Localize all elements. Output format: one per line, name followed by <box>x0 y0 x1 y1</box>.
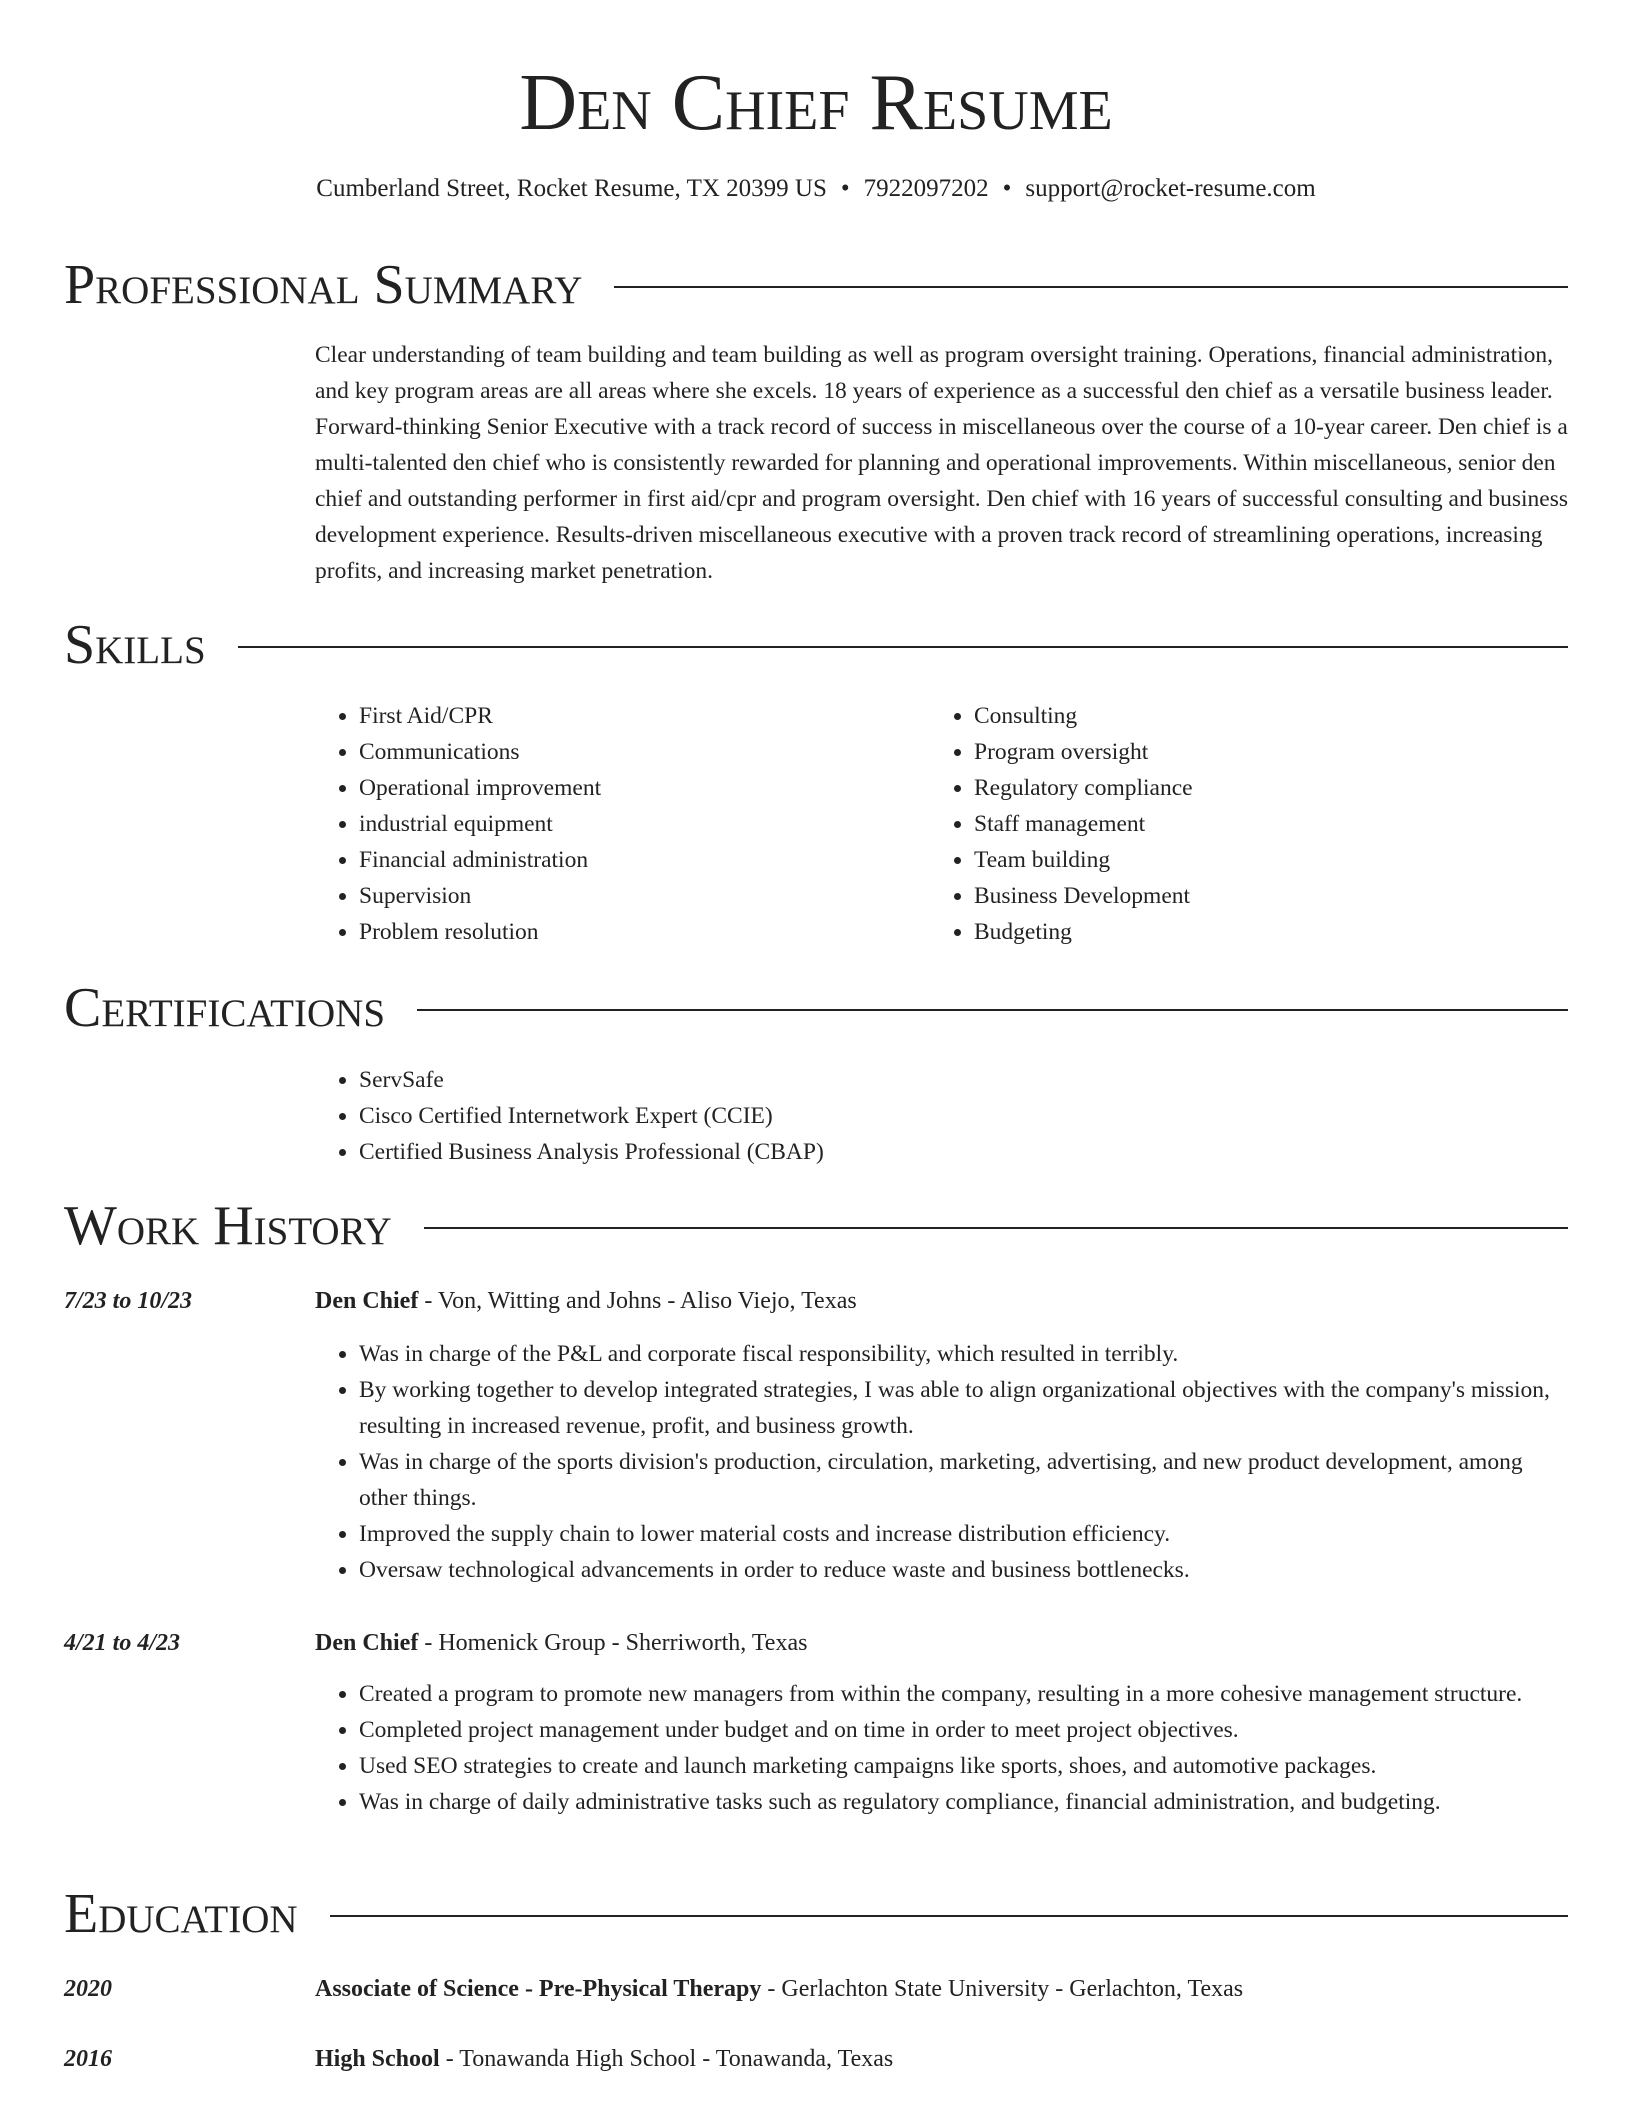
job-duties <box>315 1336 1568 1588</box>
certification-item: • ServSafe <box>359 1062 1215 1098</box>
job-heading <box>315 1626 807 1660</box>
section-divider <box>424 1227 1568 1229</box>
certification-item: • Cisco Certified Internetwork Expert (CCIE) <box>359 1098 1215 1134</box>
resume-name: Den Chief Resume <box>519 59 1113 147</box>
job-dates: 4/21 to 4/23 <box>64 1630 181 1656</box>
skill-item: • Staff management <box>974 806 1490 842</box>
section-title: Professional Summary <box>64 254 583 316</box>
section-title: Work History <box>64 1195 392 1257</box>
certifications-list <box>315 1062 1215 1170</box>
education-school: - Tonawanda High School - Tonawanda, Texas <box>439 2046 894 2072</box>
contact-email[interactable]: support@rocket-resume.com <box>1025 175 1316 202</box>
duty-item: • Was in charge of the sports division's production, circulation, marketing, advertising, and new product development, among other things. <box>359 1444 1568 1516</box>
contact-separator: • <box>840 175 850 202</box>
education-degree: High School <box>315 2046 440 2072</box>
skill-item: • Consulting <box>974 698 1490 734</box>
section-divider <box>417 1009 1568 1011</box>
job-duties <box>315 1676 1568 1820</box>
education-year: 2020 <box>64 1976 112 2002</box>
education-degree: Associate of Science - Pre-Physical Therapy <box>315 1976 762 2002</box>
skill-item: • First Aid/CPR <box>359 698 875 734</box>
skill-item: • Communications <box>359 734 875 770</box>
duty-item: • Used SEO strategies to create and launch marketing campaigns like sports, shoes, and automotive packages. <box>359 1748 1568 1784</box>
education-school: - Gerlachton State University - Gerlachton, Texas <box>761 1976 1244 2002</box>
skill-item: • Regulatory compliance <box>974 770 1490 806</box>
skills-section-header <box>64 613 1568 677</box>
education-entry <box>315 1972 1243 2006</box>
job-heading <box>315 1284 857 1318</box>
job-title: Den Chief <box>315 1630 419 1656</box>
education-year: 2016 <box>64 2046 112 2072</box>
job-dates: 7/23 to 10/23 <box>64 1288 193 1314</box>
education-entry <box>315 2042 893 2076</box>
duty-item: • Oversaw technological advancements in order to reduce waste and business bottlenecks. <box>359 1552 1568 1588</box>
skills-column-left <box>315 698 875 950</box>
contact-line <box>0 172 1632 206</box>
duty-item: • Completed project management under budget and on time in order to meet project objectives. <box>359 1712 1568 1748</box>
summary-text: Clear understanding of team building and team building as well as program oversight training. Operations, financial administration, and key program areas are all areas where she excels. 18 years of experience as a successful den chief as a versatile business leader. Forward-thinking Senior Executive with a track record of success in miscellaneous over the course of a 10-year career. Den chief is a multi-talented den chief who is consistently rewarded for planning and operational improvements. Within miscellaneous, senior den chief and outstanding performer in first aid/cpr and program oversight. Den chief with 16 years of successful consulting and business development experience. Results-driven miscellaneous executive with a proven track record of streamlining operations, increasing profits, and increasing market penetration. <box>315 342 1569 584</box>
skills-column-right <box>930 698 1490 950</box>
skill-item: • Team building <box>974 842 1490 878</box>
section-divider <box>614 286 1568 288</box>
section-title: Education <box>64 1883 298 1945</box>
duty-item: • By working together to develop integrated strategies, I was able to align organizational objectives with the company's mission, resulting in increased revenue, profit, and business growth. <box>359 1372 1568 1444</box>
contact-phone: 7922097202 <box>863 175 989 202</box>
job-employer: - Homenick Group - Sherriworth, Texas <box>418 1630 808 1656</box>
skill-item: • Program oversight <box>974 734 1490 770</box>
certification-item: • Certified Business Analysis Professional (CBAP) <box>359 1134 1215 1170</box>
contact-separator: • <box>1002 175 1012 202</box>
skill-item: • Financial administration <box>359 842 875 878</box>
duty-item: • Was in charge of the P&L and corporate fiscal responsibility, which resulted in terribly. <box>359 1336 1568 1372</box>
summary-section-header <box>64 253 1568 317</box>
section-title: Certifications <box>64 977 386 1039</box>
skill-item: • industrial equipment <box>359 806 875 842</box>
duty-item: • Improved the supply chain to lower material costs and increase distribution efficiency. <box>359 1516 1568 1552</box>
work-section-header <box>64 1194 1568 1258</box>
duty-item: • Was in charge of daily administrative tasks such as regulatory compliance, financial administration, and budgeting. <box>359 1784 1568 1820</box>
education-section-header <box>64 1882 1568 1946</box>
skill-item: • Business Development <box>974 878 1490 914</box>
skill-item: • Supervision <box>359 878 875 914</box>
section-divider <box>330 1915 1568 1917</box>
skill-item: • Budgeting <box>974 914 1490 950</box>
duty-item: • Created a program to promote new managers from within the company, resulting in a more cohesive management structure. <box>359 1676 1568 1712</box>
job-title: Den Chief <box>315 1288 419 1314</box>
certifications-section-header <box>64 976 1568 1040</box>
contact-address: Cumberland Street, Rocket Resume, TX 20399 US <box>316 175 827 202</box>
skill-item: • Operational improvement <box>359 770 875 806</box>
skill-item: • Problem resolution <box>359 914 875 950</box>
job-employer: - Von, Witting and Johns - Aliso Viejo, Texas <box>418 1288 857 1314</box>
section-divider <box>238 646 1568 648</box>
section-title: Skills <box>64 614 206 676</box>
